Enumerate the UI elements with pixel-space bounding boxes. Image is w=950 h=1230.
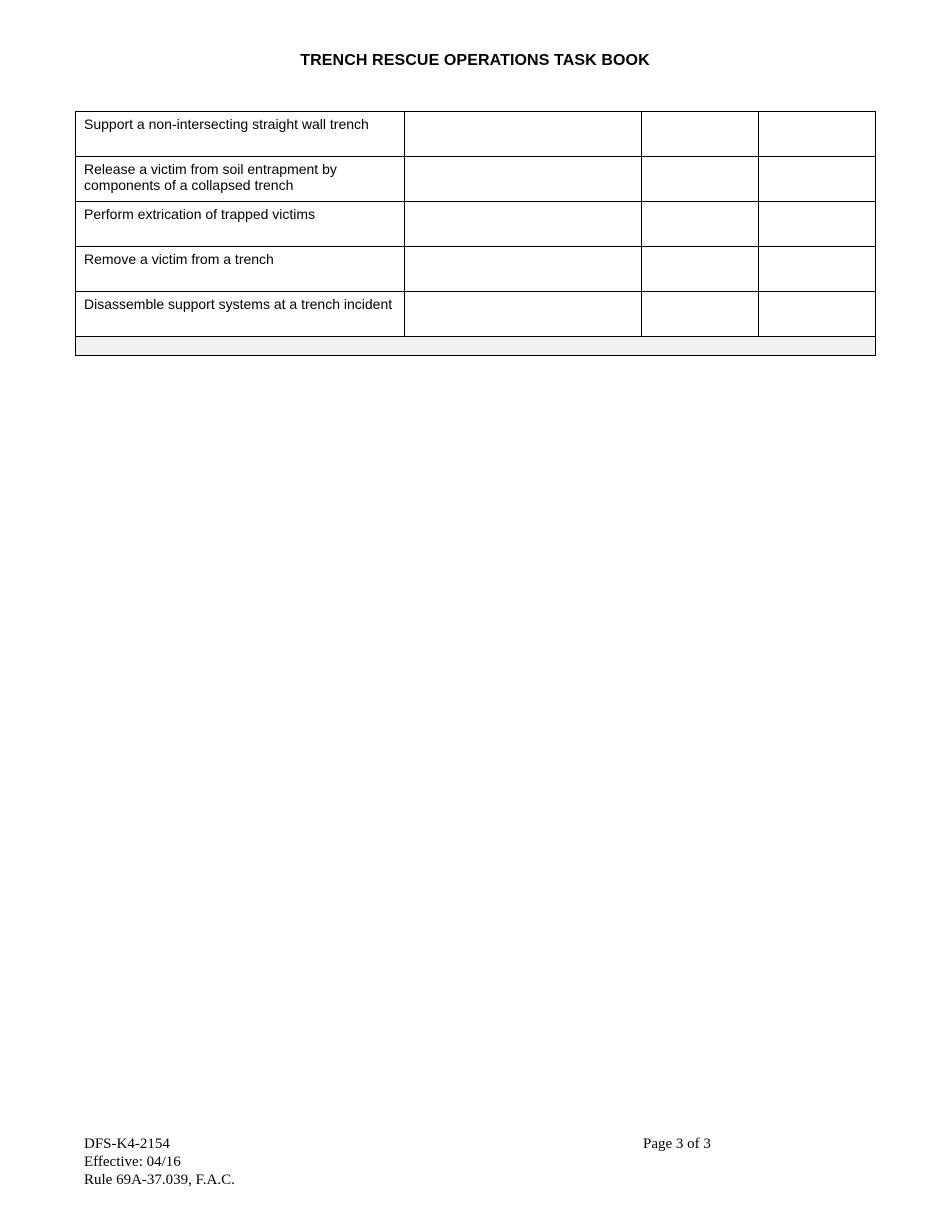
evaluator-cell[interactable] [405,112,642,157]
shaded-footer-cell [76,337,876,356]
page-title: TRENCH RESCUE OPERATIONS TASK BOOK [300,52,650,69]
task-description: Disassemble support systems at a trench incident [76,292,405,337]
table-row [76,157,876,202]
table-row [76,247,876,292]
table-row [76,292,876,337]
table-row [76,112,876,157]
date-cell[interactable] [642,292,759,337]
initials-cell[interactable] [759,157,876,202]
evaluator-cell[interactable] [405,202,642,247]
evaluator-cell[interactable] [405,247,642,292]
effective-date: Effective: 04/16 [84,1154,181,1170]
form-number: DFS-K4-2154 [84,1136,170,1152]
table-footer-row [76,337,876,356]
page-number: Page 3 of 3 [643,1136,711,1152]
evaluator-cell[interactable] [405,157,642,202]
initials-cell[interactable] [759,112,876,157]
date-cell[interactable] [642,247,759,292]
task-description: Perform extrication of trapped victims [76,202,405,247]
initials-cell[interactable] [759,202,876,247]
task-description: Remove a victim from a trench [76,247,405,292]
date-cell[interactable] [642,112,759,157]
rule-reference: Rule 69A-37.039, F.A.C. [84,1172,235,1188]
form-footer-info [84,1135,235,1189]
task-description: Release a victim from soil entrapment by components of a collapsed trench [76,157,405,202]
initials-cell[interactable] [759,292,876,337]
task-table [75,111,876,356]
initials-cell[interactable] [759,247,876,292]
evaluator-cell[interactable] [405,292,642,337]
date-cell[interactable] [642,157,759,202]
task-description: Support a non-intersecting straight wall trench [76,112,405,157]
date-cell[interactable] [642,202,759,247]
table-row [76,202,876,247]
